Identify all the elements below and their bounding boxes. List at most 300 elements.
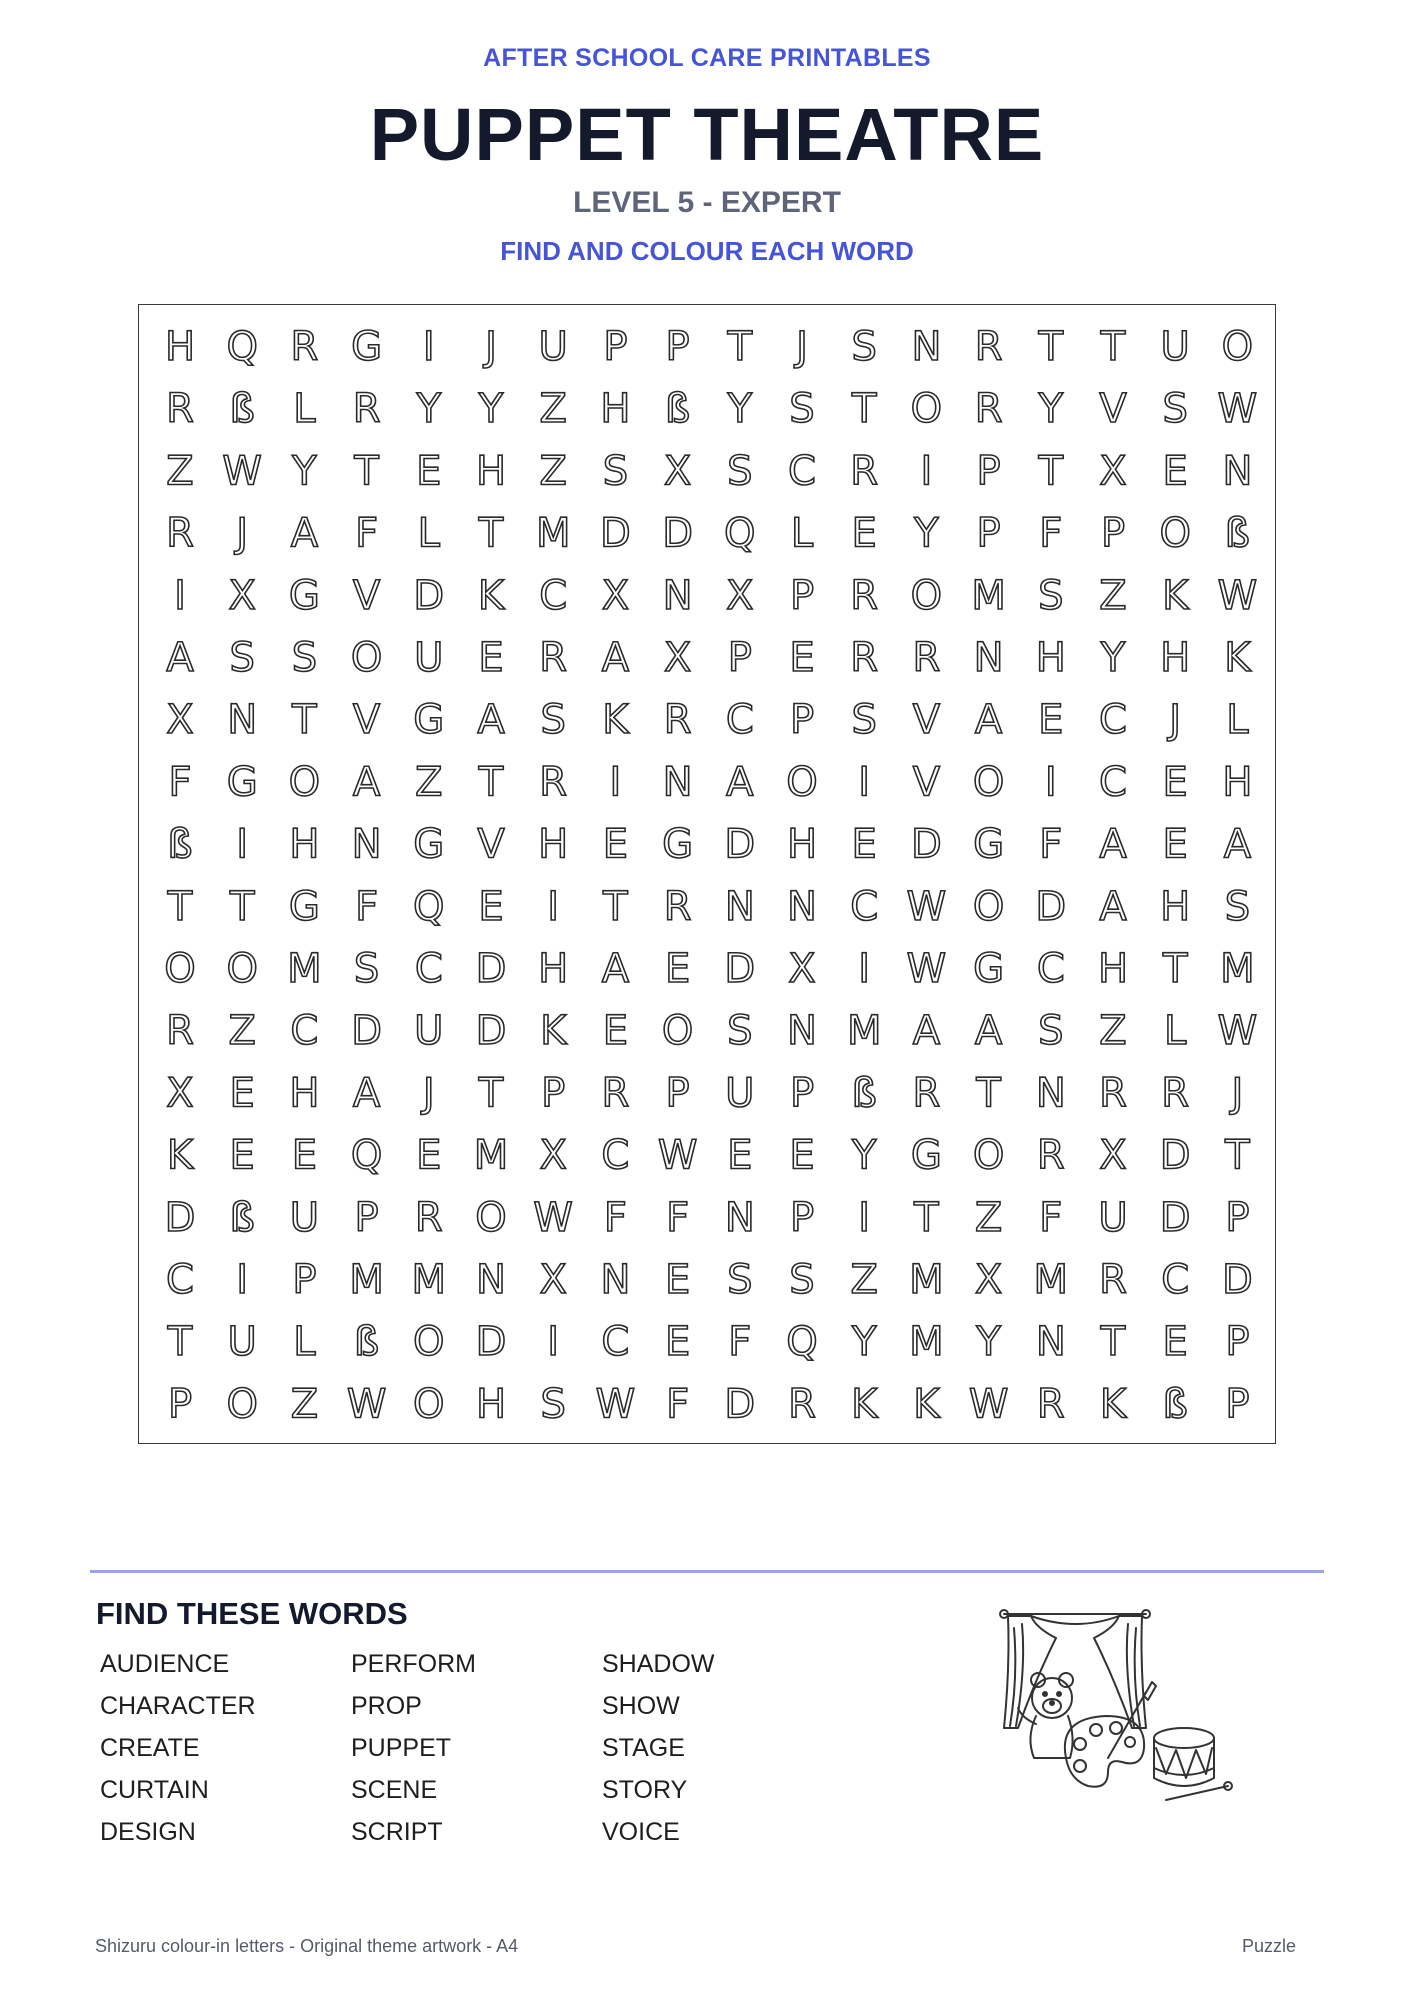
- grid-letter: Y: [727, 386, 753, 433]
- grid-letter: L: [417, 510, 440, 557]
- grid-letter: U: [1160, 324, 1190, 370]
- grid-letter: I: [858, 946, 871, 992]
- grid-letter: K: [166, 1132, 194, 1179]
- word-search-grid: [138, 304, 1276, 1444]
- drum-icon: [1154, 1728, 1232, 1800]
- grid-letter: T: [1225, 1132, 1250, 1179]
- grid-letter: E: [1038, 697, 1064, 744]
- grid-letter: W: [222, 448, 262, 495]
- grid-letter: E: [229, 1132, 255, 1179]
- grid-letter: Y: [478, 386, 504, 433]
- grid-letter: N: [1035, 1070, 1066, 1117]
- grid-letter: M: [1033, 1257, 1069, 1303]
- grid-letter: N: [1222, 448, 1253, 495]
- grid-letter: P: [789, 1070, 815, 1117]
- grid-letter: D: [724, 1381, 756, 1428]
- grid-letter: P: [789, 697, 815, 744]
- curtain-icon: [1000, 1610, 1150, 1728]
- grid-letter: Q: [413, 883, 445, 930]
- grid-letter: Y: [914, 510, 939, 557]
- grid-letter: ß: [229, 1194, 255, 1241]
- grid-letter: D: [351, 1008, 383, 1055]
- grid-letter: N: [911, 324, 942, 370]
- grid-letter: C: [1099, 697, 1127, 744]
- grid-letter: S: [353, 946, 380, 992]
- grid-letter: H: [164, 324, 196, 370]
- grid-letter: H: [600, 386, 631, 433]
- word-item: CREATE: [100, 1734, 200, 1762]
- grid-letter: Y: [1038, 386, 1064, 433]
- grid-letter: P: [541, 1070, 566, 1117]
- grid-letter: Z: [415, 759, 443, 806]
- grid-letter: T: [167, 883, 193, 930]
- grid-letter: J: [236, 510, 249, 557]
- grid-letter: Q: [724, 510, 756, 557]
- grid-letter: P: [1225, 1194, 1250, 1241]
- grid-letter: N: [227, 697, 258, 744]
- grid-letter: E: [602, 1008, 629, 1055]
- grid-letter: A: [726, 759, 754, 806]
- grid-letter: I: [920, 448, 933, 495]
- grid-letter: E: [789, 635, 815, 681]
- grid-letter: F: [168, 759, 192, 806]
- grid-letter: P: [354, 1194, 379, 1241]
- grid-letter: Z: [166, 448, 194, 495]
- section-divider: [90, 1570, 1324, 1573]
- grid-letter: V: [477, 821, 505, 868]
- grid-letter: A: [477, 697, 505, 744]
- grid-letter: X: [663, 635, 692, 681]
- grid-letter: R: [788, 1381, 816, 1428]
- grid-letter: E: [229, 1070, 255, 1117]
- grid-letter: S: [229, 635, 255, 681]
- grid-letter: R: [912, 1070, 941, 1117]
- grid-letter: K: [913, 1381, 940, 1428]
- grid-letter: U: [414, 635, 444, 681]
- grid-letter: I: [547, 883, 560, 930]
- grid-letter: I: [236, 821, 249, 868]
- grid-letter: D: [1159, 1194, 1191, 1241]
- grid-letter: I: [547, 1319, 560, 1366]
- grid-letter: N: [1035, 1319, 1066, 1366]
- grid-letter: X: [1099, 1132, 1127, 1179]
- grid-letter: ß: [229, 386, 255, 433]
- grid-letter: W: [906, 946, 947, 992]
- grid-letter: O: [910, 386, 943, 433]
- grid-letter: I: [858, 1194, 871, 1241]
- grid-letter: I: [609, 759, 622, 806]
- grid-letter: Z: [1099, 572, 1127, 619]
- grid-letter: M: [411, 1257, 447, 1303]
- grid-letter: W: [1217, 572, 1258, 619]
- grid-letter: S: [540, 1381, 566, 1428]
- grid-letter: V: [912, 697, 941, 744]
- grid-letter: O: [972, 1132, 1005, 1179]
- grid-letter: S: [851, 324, 877, 370]
- grid-letter: R: [912, 635, 941, 681]
- grid-letter: A: [601, 635, 630, 681]
- grid-letter: C: [414, 946, 443, 992]
- grid-letter: R: [850, 635, 879, 681]
- grid-letter: W: [906, 883, 947, 930]
- grid-letter: X: [1099, 448, 1127, 495]
- grid-letter: T: [478, 510, 504, 557]
- grid-letter: M: [287, 946, 322, 992]
- grid-letter: T: [478, 759, 504, 806]
- grid-letter: D: [599, 510, 631, 557]
- grid-letter: C: [1099, 759, 1127, 806]
- grid-letter: P: [292, 1257, 317, 1303]
- grid-letter: E: [1162, 759, 1188, 806]
- grid-letter: F: [603, 1194, 627, 1241]
- word-item: SCENE: [351, 1776, 438, 1804]
- grid-letter: V: [912, 759, 941, 806]
- brand-heading: AFTER SCHOOL CARE PRINTABLES: [483, 44, 931, 72]
- grid-letter: C: [725, 697, 754, 744]
- footer-credit: Shizuru colour-in letters - Original theme artwork - A4: [95, 1936, 519, 1956]
- grid-letter: X: [974, 1257, 1003, 1303]
- grid-letter: S: [291, 635, 318, 681]
- word-item: CURTAIN: [100, 1776, 209, 1804]
- grid-letter: S: [727, 448, 753, 495]
- grid-letter: G: [226, 759, 258, 806]
- grid-letter: P: [789, 1194, 815, 1241]
- grid-letter: ß: [353, 1319, 380, 1366]
- grid-letter: G: [973, 821, 1005, 868]
- grid-letter: X: [601, 572, 630, 619]
- grid-letter: C: [601, 1132, 630, 1179]
- grid-letter: M: [473, 1132, 509, 1179]
- grid-letter: L: [790, 510, 814, 557]
- grid-letter: N: [724, 1194, 755, 1241]
- grid-letter: Z: [974, 1194, 1003, 1241]
- grid-letter: Y: [976, 1319, 1001, 1366]
- grid-letter: F: [1039, 821, 1063, 868]
- grid-letter: F: [355, 883, 379, 930]
- grid-letter: R: [166, 1008, 194, 1055]
- grid-letter: E: [478, 883, 504, 930]
- grid-letter: N: [476, 1257, 506, 1303]
- grid-letter: T: [1100, 324, 1126, 370]
- grid-letter: K: [1162, 572, 1189, 619]
- grid-letter: E: [416, 448, 442, 495]
- grid-letter: H: [1097, 946, 1129, 992]
- grid-letter: S: [1038, 1008, 1064, 1055]
- grid-letter: S: [727, 1008, 753, 1055]
- grid-letter: C: [601, 1319, 630, 1366]
- grid-letter: D: [475, 946, 507, 992]
- grid-letter: Y: [416, 386, 442, 433]
- grid-letter: A: [912, 1008, 941, 1055]
- grid-letter: S: [1162, 386, 1188, 433]
- grid-letter: P: [976, 510, 1001, 557]
- grid-letter: R: [850, 572, 879, 619]
- grid-letter: D: [910, 821, 942, 868]
- grid-letter: K: [540, 1008, 567, 1055]
- grid-letter: C: [1036, 946, 1065, 992]
- grid-letter: Y: [851, 1319, 877, 1366]
- grid-letter: X: [726, 572, 754, 619]
- grid-letter: O: [164, 946, 196, 992]
- grid-letter: K: [477, 572, 505, 619]
- word-item: SCRIPT: [351, 1818, 443, 1846]
- grid-letter: Z: [539, 448, 567, 495]
- grid-letter: ß: [167, 821, 193, 868]
- grid-letter: R: [539, 759, 568, 806]
- grid-letter: C: [850, 883, 879, 930]
- grid-letter: Y: [1100, 635, 1126, 681]
- grid-letter: N: [973, 635, 1004, 681]
- word-item: CHARACTER: [100, 1692, 256, 1720]
- grid-letter: ß: [1224, 510, 1251, 557]
- word-item: STAGE: [602, 1734, 685, 1762]
- word-item: PUPPET: [351, 1734, 452, 1762]
- grid-letter: E: [851, 821, 877, 868]
- grid-letter: F: [728, 1319, 752, 1366]
- grid-letter: O: [226, 1381, 258, 1428]
- grid-letter: R: [166, 386, 194, 433]
- grid-letter: T: [851, 386, 877, 433]
- grid-letter: T: [1038, 448, 1064, 495]
- grid-letter: P: [1100, 510, 1126, 557]
- grid-letter: E: [602, 821, 629, 868]
- grid-letter: M: [909, 1257, 944, 1303]
- grid-letter: J: [1169, 697, 1182, 744]
- grid-letter: X: [166, 697, 194, 744]
- paint-palette-icon: [1065, 1682, 1156, 1787]
- level-label: LEVEL 5 - EXPERT: [573, 186, 841, 219]
- grid-letter: P: [789, 572, 815, 619]
- grid-letter: A: [352, 1070, 381, 1117]
- word-item: VOICE: [602, 1818, 680, 1846]
- grid-letter: Z: [228, 1008, 256, 1055]
- grid-letter: A: [290, 510, 319, 557]
- grid-letter: O: [1159, 510, 1191, 557]
- grid-letter: D: [724, 946, 756, 992]
- grid-letter: S: [602, 448, 629, 495]
- grid-letter: O: [350, 635, 383, 681]
- grid-letter: H: [475, 448, 507, 495]
- grid-letter: J: [796, 324, 808, 370]
- grid-letter: T: [292, 697, 317, 744]
- grid-letter: D: [1159, 1132, 1191, 1179]
- grid-letter: M: [1220, 946, 1255, 992]
- grid-letter: O: [226, 946, 258, 992]
- grid-letter: Q: [786, 1319, 818, 1366]
- grid-letter: X: [228, 572, 256, 619]
- grid-letter: H: [1222, 759, 1253, 806]
- grid-letter: P: [1225, 1381, 1250, 1428]
- grid-letter: W: [346, 1381, 387, 1428]
- grid-letter: E: [664, 1257, 691, 1303]
- grid-letter: O: [288, 759, 321, 806]
- grid-letter: M: [349, 1257, 384, 1303]
- grid-letter: O: [475, 1194, 507, 1241]
- grid-letter: ß: [851, 1070, 877, 1117]
- grid-letter: A: [166, 635, 194, 681]
- grid-letter: O: [413, 1381, 445, 1428]
- grid-letter: O: [413, 1319, 445, 1366]
- grid-letter: Q: [350, 1132, 383, 1179]
- grid-letter: R: [1099, 1257, 1127, 1303]
- grid-letter: N: [787, 883, 817, 930]
- word-item: PERFORM: [351, 1650, 476, 1678]
- grid-letter: E: [727, 1132, 753, 1179]
- grid-letter: E: [789, 1132, 815, 1179]
- grid-letter: S: [789, 386, 815, 433]
- word-item: PROP: [351, 1692, 422, 1720]
- grid-letter: H: [1160, 883, 1191, 930]
- grid-letter: R: [663, 883, 692, 930]
- instruction-text: FIND AND COLOUR EACH WORD: [500, 236, 914, 266]
- grid-letter: Z: [1099, 1008, 1127, 1055]
- grid-letter: G: [288, 572, 320, 619]
- grid-letter: ß: [664, 386, 691, 433]
- grid-letter: E: [1162, 821, 1188, 868]
- word-list-heading: FIND THESE WORDS: [96, 1596, 408, 1631]
- grid-letter: T: [914, 1194, 939, 1241]
- grid-letter: P: [665, 324, 690, 370]
- grid-letter: N: [662, 572, 693, 619]
- grid-letter: T: [603, 883, 628, 930]
- grid-letter: U: [227, 1319, 257, 1366]
- grid-letter: I: [236, 1257, 249, 1303]
- grid-letter: F: [666, 1381, 690, 1428]
- grid-letter: R: [850, 448, 879, 495]
- grid-letter: T: [976, 1070, 1001, 1117]
- grid-letter: L: [1226, 697, 1249, 744]
- grid-letter: J: [422, 1070, 435, 1117]
- grid-letter: G: [973, 946, 1005, 992]
- grid-letter: H: [786, 821, 818, 868]
- grid-letter: U: [1098, 1194, 1128, 1241]
- grid-letter: G: [288, 883, 320, 930]
- grid-letter: O: [972, 759, 1005, 806]
- grid-letter: R: [539, 635, 568, 681]
- grid-letter: ß: [1162, 1381, 1188, 1428]
- grid-letter: N: [787, 1008, 817, 1055]
- grid-letter: D: [413, 572, 445, 619]
- grid-letter: E: [1162, 448, 1188, 495]
- grid-letter: R: [974, 386, 1003, 433]
- grid-letter: E: [664, 946, 691, 992]
- grid-letter: W: [657, 1132, 698, 1179]
- letter-grid-svg: [139, 305, 1275, 1442]
- grid-letter: V: [352, 572, 381, 619]
- grid-letter: Y: [292, 448, 317, 495]
- grid-letter: G: [351, 324, 383, 370]
- grid-letter: X: [539, 1257, 567, 1303]
- grid-letter: G: [413, 697, 445, 744]
- grid-letter: L: [293, 386, 316, 433]
- grid-letter: F: [355, 510, 379, 557]
- puppet-theatre-illustration: [996, 1608, 1236, 1808]
- grid-letter: Z: [290, 1381, 319, 1428]
- grid-letter: P: [603, 324, 628, 370]
- grid-letter: R: [663, 697, 692, 744]
- grid-letter: E: [416, 1132, 442, 1179]
- grid-letter: H: [475, 1381, 507, 1428]
- grid-letter: V: [1099, 386, 1127, 433]
- grid-letter: K: [1099, 1381, 1127, 1428]
- grid-letter: P: [167, 1381, 193, 1428]
- grid-letter: N: [351, 821, 382, 868]
- grid-letter: A: [974, 1008, 1003, 1055]
- grid-letter: H: [289, 821, 320, 868]
- grid-letter: S: [789, 1257, 815, 1303]
- grid-letter: X: [539, 1132, 567, 1179]
- grid-letter: T: [478, 1070, 504, 1117]
- grid-letter: Y: [851, 1132, 877, 1179]
- grid-letter: O: [972, 883, 1005, 930]
- grid-letter: R: [166, 510, 194, 557]
- grid-letter: O: [661, 1008, 694, 1055]
- grid-letter: R: [1036, 1381, 1065, 1428]
- grid-letter: D: [164, 1194, 196, 1241]
- grid-letter: S: [851, 697, 877, 744]
- grid-letter: Z: [850, 1257, 878, 1303]
- grid-letter: T: [167, 1319, 193, 1366]
- grid-letter: D: [662, 510, 694, 557]
- grid-letter: A: [352, 759, 381, 806]
- grid-letter: E: [478, 635, 504, 681]
- grid-letter: M: [535, 510, 571, 557]
- grid-letter: E: [1162, 1319, 1188, 1366]
- grid-letter: D: [1221, 1257, 1253, 1303]
- grid-letter: O: [786, 759, 818, 806]
- grid-letter: Q: [226, 324, 258, 370]
- grid-letter: W: [533, 1194, 573, 1241]
- grid-letter: C: [788, 448, 816, 495]
- grid-letter: R: [601, 1070, 630, 1117]
- grid-letter: R: [974, 324, 1003, 370]
- grid-letter: U: [414, 1008, 444, 1055]
- grid-letter: R: [352, 386, 381, 433]
- grid-letter: V: [352, 697, 381, 744]
- grid-letter: S: [540, 697, 566, 744]
- grid-letter: A: [1099, 821, 1127, 868]
- grid-letter: H: [289, 1070, 320, 1117]
- grid-letter: J: [485, 324, 497, 370]
- grid-letter: X: [663, 448, 692, 495]
- grid-letter: W: [595, 1381, 636, 1428]
- grid-letter: X: [788, 946, 816, 992]
- grid-letter: N: [724, 883, 755, 930]
- grid-letter: S: [1038, 572, 1064, 619]
- grid-letter: A: [1223, 821, 1252, 868]
- grid-letter: W: [1217, 386, 1258, 433]
- grid-letter: G: [662, 821, 694, 868]
- grid-letter: L: [1164, 1008, 1187, 1055]
- grid-letter: K: [1224, 635, 1251, 681]
- grid-letter: C: [290, 1008, 319, 1055]
- grid-letter: N: [600, 1257, 631, 1303]
- grid-letter: T: [1162, 946, 1188, 992]
- grid-letter: E: [851, 510, 877, 557]
- grid-letter: P: [665, 1070, 690, 1117]
- grid-letter: R: [414, 1194, 443, 1241]
- grid-letter: R: [1161, 1070, 1190, 1117]
- grid-letter: M: [846, 1008, 882, 1055]
- grid-letter: M: [909, 1319, 944, 1366]
- word-item: DESIGN: [100, 1818, 196, 1846]
- grid-letter: U: [538, 324, 568, 370]
- grid-letter: K: [851, 1381, 878, 1428]
- grid-letter: F: [1039, 1194, 1063, 1241]
- grid-letter: L: [293, 1319, 316, 1366]
- grid-letter: W: [1217, 1008, 1258, 1055]
- grid-letter: M: [971, 572, 1006, 619]
